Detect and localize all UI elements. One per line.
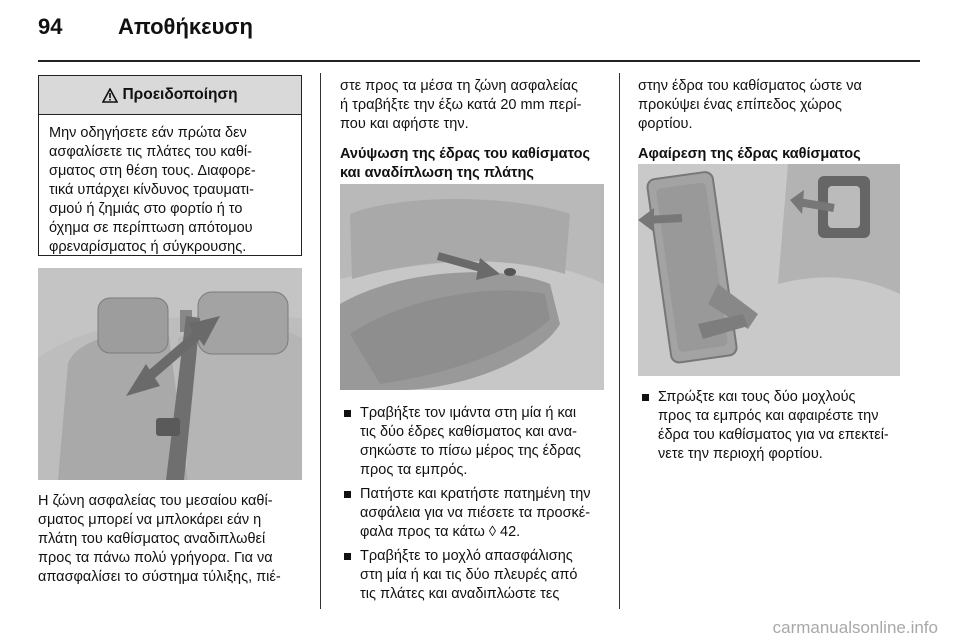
text-line: στε προς τα μέσα τη ζώνη ασφαλείας [340, 78, 578, 94]
warning-line: σματος στη θέση τους. Διαφορε- [49, 163, 256, 179]
text-line: τις δύο έδρες καθίσματος και ανα- [360, 424, 577, 440]
heading-line: Ανύψωση της έδρας του καθίσματος [340, 146, 591, 162]
text-line: ή τραβήξτε την έξω κατά 20 mm περί- [340, 97, 582, 113]
watermark: carmanualsonline.info [772, 618, 938, 637]
warning-line: Μην οδηγήσετε εάν πρώτα δεν [49, 125, 247, 141]
list-item [340, 547, 606, 604]
text-line: σηκώστε το πίσω μέρος της έδρας [360, 443, 581, 459]
seat-removal-figure [638, 164, 900, 376]
heading-line: Αφαίρεση της έδρας καθίσματος [638, 146, 861, 162]
remove-seat-steps [638, 388, 900, 469]
warning-line: ασφαλίσετε τις πλάτες του καθί- [49, 144, 252, 160]
list-item [340, 404, 606, 480]
col3-intro [638, 77, 900, 134]
text-line: φορτίου. [638, 116, 693, 132]
page-number: 94 [38, 14, 63, 39]
seat-cushion-figure [340, 184, 604, 390]
text-line: σματος μπορεί να μπλοκάρει εάν η [38, 512, 262, 528]
text-line: Τραβήξτε το μοχλό απασφάλισης [360, 548, 573, 564]
page-title: Αποθήκευση [118, 14, 253, 39]
warning-text [39, 115, 301, 257]
text-line: απασφαλίσει το σύστημα τύλιξης, πιέ- [38, 569, 281, 585]
text-line: Τραβήξτε τον ιμάντα στη μία ή και [360, 405, 577, 421]
text-line: προς τα εμπρός. [360, 462, 468, 478]
section-heading-raise-seat [340, 145, 606, 183]
text-line: τις πλάτες και αναδιπλώστε τες [360, 586, 560, 602]
text-line: πλάτη του καθίσματος αναδιπλωθεί [38, 531, 266, 547]
col2-intro [340, 77, 606, 134]
warning-line: σμού ή ζημιάς στο φορτίο ή το [49, 201, 243, 217]
column-divider [320, 73, 321, 609]
list-item [638, 388, 900, 464]
warning-triangle-icon [102, 88, 118, 103]
header-rule [38, 60, 920, 62]
list-item [340, 485, 606, 542]
text-line: Σπρώξτε και τους δύο μοχλούς [658, 389, 856, 405]
column-divider [619, 73, 620, 609]
text-line: προς τα εμπρός και αφαιρέστε την [658, 408, 879, 424]
text-line: έδρα του καθίσματος για να επεκτεί- [658, 427, 889, 443]
text-line: προς τα πάνω πολύ γρήγορα. Για να [38, 550, 273, 566]
warning-title: Προειδοποίηση [122, 86, 238, 103]
text-line: που και αφήστε την. [340, 116, 469, 132]
text-line: Η ζώνη ασφαλείας του μεσαίου καθί- [38, 493, 273, 509]
page-ref-line: φαλα προς τα κάτω ◊ 42. [360, 524, 521, 540]
seatbelt-paragraph [38, 492, 304, 587]
text-line: ασφάλεια για να πιέσετε τα προσκέ- [360, 505, 591, 521]
warning-line: φρεναρίσματος ή σύγκρουσης. [49, 239, 247, 255]
warning-line: όχημα σε περίπτωση απότομου [49, 220, 253, 236]
text-line: στη μία ή και τις δύο πλευρές από [360, 567, 578, 583]
heading-line: και αναδίπλωση της πλάτης [340, 165, 534, 181]
warning-header [39, 76, 301, 115]
text-line: Πατήστε και κρατήστε πατημένη την [360, 486, 591, 502]
section-heading-remove-seat [638, 145, 900, 164]
warning-box [38, 75, 302, 256]
raise-seat-steps [340, 404, 606, 609]
text-line: προκύψει ένας επίπεδος χώρος [638, 97, 842, 113]
text-line: στην έδρα του καθίσματος ώστε να [638, 78, 862, 94]
seatbelt-headrest-figure [38, 268, 302, 480]
warning-line: τικά υπάρχει κίνδυνος τραυματι- [49, 182, 254, 198]
text-line: νετε την περιοχή φορτίου. [658, 446, 823, 462]
